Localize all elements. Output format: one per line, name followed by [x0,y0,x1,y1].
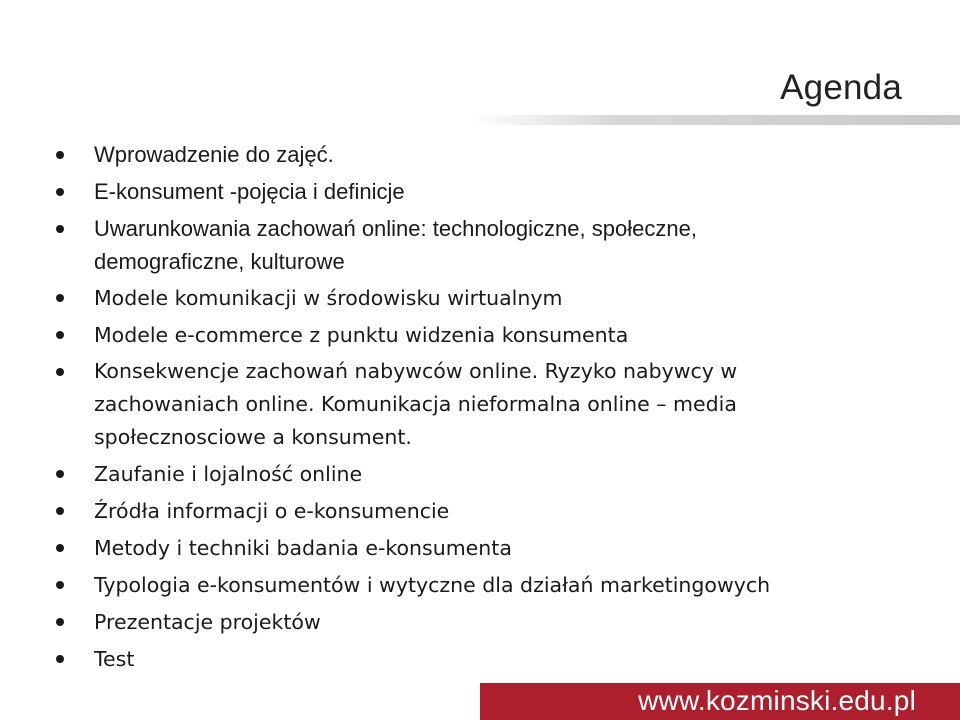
agenda-item-text: Zaufanie i lojalność online [94,462,363,486]
agenda-item [0,175,860,209]
agenda-item-text: Test [94,647,135,671]
bullet-icon [56,581,64,589]
bullet-icon [56,294,64,302]
agenda-item [0,138,860,172]
agenda-item [0,318,860,352]
agenda-item-text: Modele komunikacji w środowisku wirtualnym [94,286,563,310]
agenda-item [0,605,860,639]
bullet-icon [56,470,64,478]
agenda-item [0,212,784,278]
bullet-icon [56,655,64,663]
agenda-item-text: Uwarunkowania zachowań online: technologiczne, społeczne, demograficzne, kulturowe [94,216,697,274]
bullet-icon [56,507,64,515]
bullet-icon [56,368,64,376]
bullet-icon [56,618,64,626]
bullet-icon [56,544,64,552]
slide-title: Agenda [780,68,902,107]
bullet-icon [56,151,64,159]
agenda-item-text: Wprowadzenie do zajęć. [94,142,334,167]
agenda-item-text: Typologia e-konsumentów i wytyczne dla działań marketingowych [94,573,771,597]
agenda-item [0,568,860,602]
agenda-item [0,531,860,565]
agenda-item [0,355,804,454]
agenda-item-text: Prezentacje projektów [94,610,321,634]
agenda-item [0,457,860,491]
bullet-icon [56,331,64,339]
agenda-item-text: E-konsument -pojęcia i definicje [94,179,405,204]
agenda-item [0,494,860,528]
agenda-item-text: Metody i techniki badania e-konsumenta [94,536,512,560]
title-divider [470,115,960,125]
footer-url[interactable]: www.kozminski.edu.pl [638,685,916,716]
bullet-icon [56,225,64,233]
agenda-item-text: Konsekwencje zachowań nabywców online. Ryzyko nabywcy w zachowaniach online. Komunikacja nieformalna online – media społecznosciowe a konsument. [94,359,738,449]
agenda-item-text: Źródła informacji o e-konsumencie [94,499,450,523]
bullet-icon [56,188,64,196]
agenda-item-text: Modele e-commerce z punktu widzenia konsumenta [94,323,629,347]
agenda-list [0,138,860,679]
agenda-item [0,642,860,676]
footer-bar [480,683,960,720]
agenda-item [0,281,860,315]
